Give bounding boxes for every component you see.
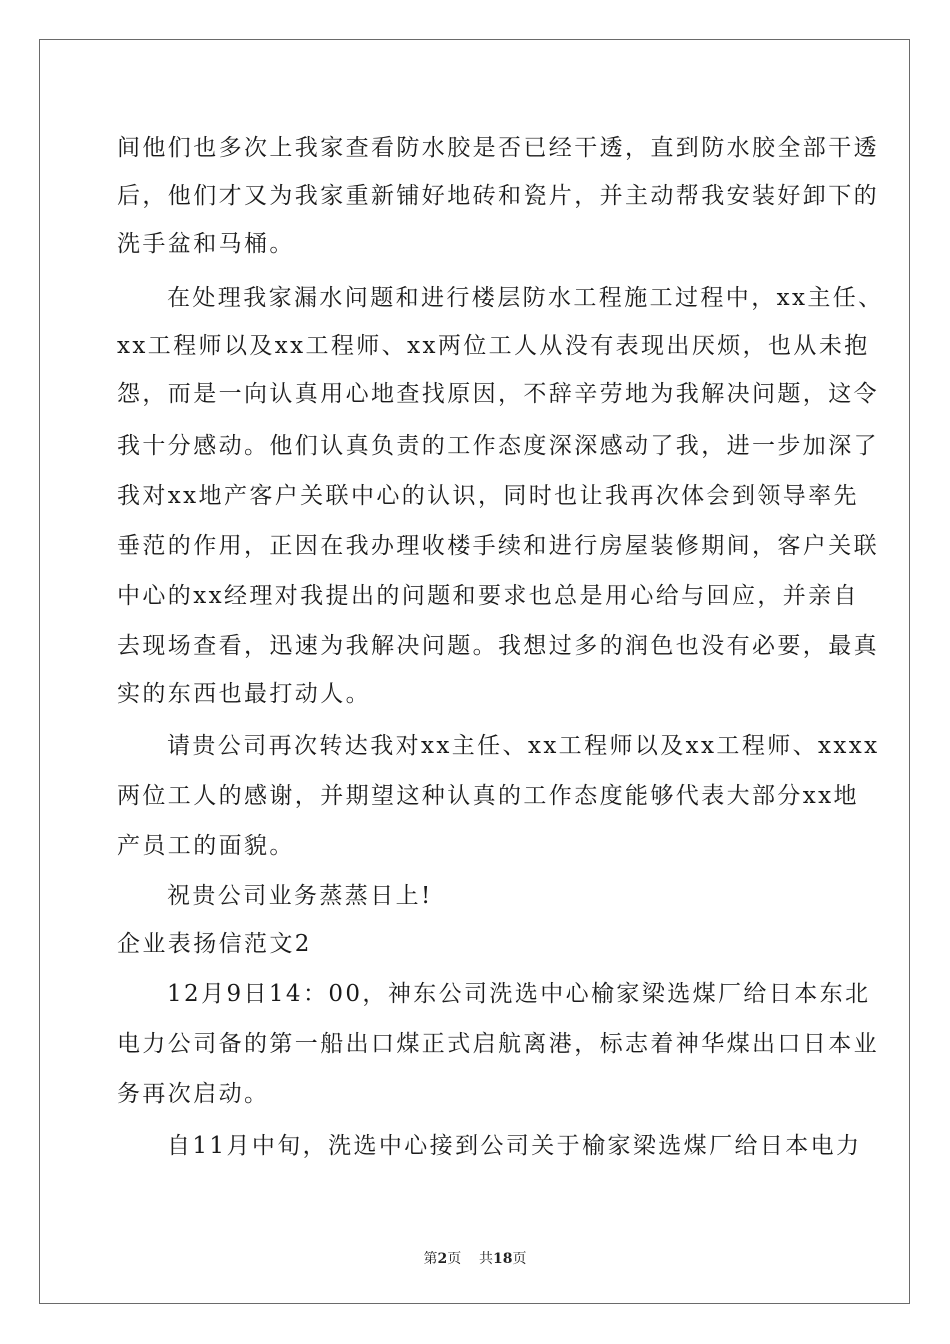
paragraph-line: 产员工的面貌。	[117, 833, 295, 859]
paragraph-line: 实的东西也最打动人。	[117, 681, 371, 707]
total-pages: 18	[493, 1251, 513, 1267]
page-footer	[0, 1248, 950, 1268]
total-unit: 页	[512, 1251, 527, 1267]
paragraph-line: 中心的xx经理对我提出的问题和要求也总是用心给与回应，并亲自	[117, 583, 859, 609]
paragraph-line: 请贵公司再次转达我对xx主任、xx工程师以及xx工程师、xxxx	[167, 733, 880, 759]
paragraph-line: 怨，而是一向认真用心地查找原因，不辞辛劳地为我解决问题，这令	[117, 381, 879, 407]
paragraph-line: 电力公司备的第一船出口煤正式启航离港，标志着神华煤出口日本业	[117, 1031, 879, 1057]
paragraph-line: 两位工人的感谢，并期望这种认真的工作态度能够代表大部分xx地	[117, 783, 859, 809]
paragraph-line: 后，他们才又为我家重新铺好地砖和瓷片，并主动帮我安装好卸下的	[117, 183, 879, 209]
paragraph-line: 祝贵公司业务蒸蒸日上!	[167, 883, 433, 909]
page-number: 2	[437, 1251, 448, 1267]
paragraph-line: 自11月中旬，洗选中心接到公司关于榆家梁选煤厂给日本电力	[167, 1133, 862, 1159]
paragraph-line: 务再次启动。	[117, 1081, 270, 1107]
paragraph-line: 我对xx地产客户关联中心的认识，同时也让我再次体会到领导率先	[117, 483, 859, 509]
paragraph-line: 垂范的作用，正因在我办理收楼手续和进行房屋装修期间，客户关联	[117, 533, 879, 559]
paragraph-line: 洗手盆和马桶。	[117, 231, 295, 257]
paragraph-line: 去现场查看，迅速为我解决问题。我想过多的润色也没有必要，最真	[117, 633, 879, 659]
section-title: 企业表扬信范文2	[117, 931, 312, 957]
paragraph-line: 12月9日14：00，神东公司洗选中心榆家梁选煤厂给日本东北	[167, 981, 871, 1007]
page-unit: 页	[447, 1251, 462, 1267]
paragraph-line: 在处理我家漏水问题和进行楼层防水工程施工过程中，xx主任、	[167, 285, 884, 311]
paragraph-line: xx工程师以及xx工程师、xx两位工人从没有表现出厌烦，也从未抱	[117, 333, 870, 359]
page-prefix: 第	[423, 1251, 438, 1267]
total-prefix: 共	[479, 1251, 494, 1267]
paragraph-line: 间他们也多次上我家查看防水胶是否已经干透，直到防水胶全部干透	[117, 135, 879, 161]
paragraph-line: 我十分感动。他们认真负责的工作态度深深感动了我，进一步加深了	[117, 433, 879, 459]
